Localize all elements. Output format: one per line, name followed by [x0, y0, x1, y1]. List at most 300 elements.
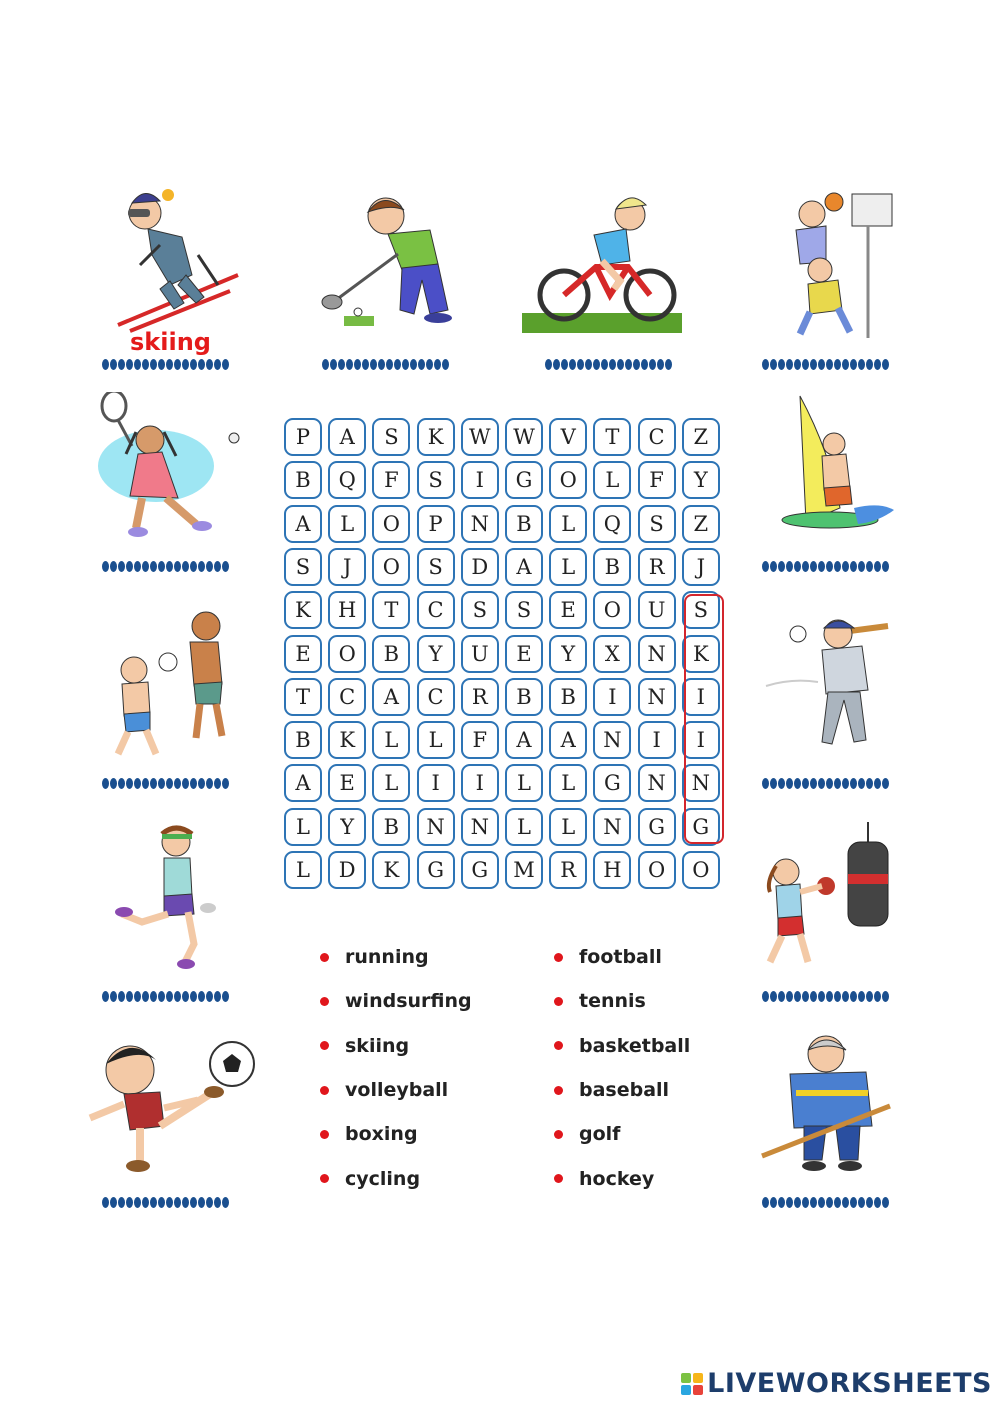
grid-cell[interactable]: F [372, 461, 410, 499]
grid-cell[interactable]: J [682, 548, 720, 586]
grid-cell[interactable]: H [593, 851, 631, 889]
grid-cell[interactable]: L [372, 721, 410, 759]
dot [802, 359, 809, 370]
dot [418, 359, 425, 370]
grid-cell[interactable]: G [593, 764, 631, 802]
grid-cell[interactable]: S [682, 591, 720, 629]
grid-cell[interactable]: D [461, 548, 499, 586]
dot [882, 359, 889, 370]
answer-line-basketball[interactable] [762, 359, 889, 371]
dot [214, 991, 221, 1002]
word-label: running [345, 946, 429, 969]
grid-cell[interactable]: I [593, 678, 631, 716]
dot [118, 1197, 125, 1208]
grid-cell[interactable]: O [682, 851, 720, 889]
dot [206, 991, 213, 1002]
grid-cell[interactable]: N [638, 635, 676, 673]
dot [609, 359, 616, 370]
grid-cell[interactable]: Q [328, 461, 366, 499]
grid-cell[interactable]: L [372, 764, 410, 802]
grid-cell[interactable]: G [505, 461, 543, 499]
grid-cell[interactable]: I [461, 764, 499, 802]
grid-cell[interactable]: L [328, 505, 366, 543]
dot [657, 359, 664, 370]
grid-cell[interactable]: I [682, 678, 720, 716]
grid-cell[interactable]: P [284, 418, 322, 456]
dot [794, 991, 801, 1002]
dot [190, 1197, 197, 1208]
dot [174, 1197, 181, 1208]
basketball-picture [772, 188, 912, 338]
grid-cell[interactable]: C [417, 591, 455, 629]
dot [561, 359, 568, 370]
dot [190, 359, 197, 370]
dot [633, 359, 640, 370]
grid-cell[interactable]: K [328, 721, 366, 759]
word-label: boxing [345, 1123, 418, 1146]
dot [850, 359, 857, 370]
dot [810, 359, 817, 370]
grid-cell[interactable]: B [549, 678, 587, 716]
dot [802, 561, 809, 572]
grid-cell[interactable]: B [284, 461, 322, 499]
dot [182, 991, 189, 1002]
grid-cell[interactable]: J [328, 548, 366, 586]
grid-cell[interactable]: R [461, 678, 499, 716]
answer-line-golf[interactable] [322, 359, 449, 371]
dot [166, 991, 173, 1002]
dot [198, 1197, 205, 1208]
grid-cell[interactable]: W [461, 418, 499, 456]
dot [874, 991, 881, 1002]
grid-cell[interactable]: G [638, 808, 676, 846]
bullet-icon [320, 1174, 329, 1183]
answer-line-running[interactable] [102, 991, 229, 1003]
dot [834, 359, 841, 370]
logo-icon [681, 1373, 703, 1395]
word-label: skiing [345, 1034, 410, 1057]
dot [770, 359, 777, 370]
grid-cell[interactable]: L [505, 764, 543, 802]
dot [338, 359, 345, 370]
dot [134, 778, 141, 789]
word-label: baseball [579, 1079, 670, 1102]
dot [826, 991, 833, 1002]
grid-cell[interactable]: O [638, 851, 676, 889]
grid-cell[interactable]: C [638, 418, 676, 456]
grid-cell[interactable]: L [284, 808, 322, 846]
dot [786, 991, 793, 1002]
dot [794, 778, 801, 789]
grid-cell[interactable]: L [549, 808, 587, 846]
grid-cell[interactable]: N [461, 505, 499, 543]
dot [770, 991, 777, 1002]
grid-cell[interactable]: N [682, 764, 720, 802]
grid-cell[interactable]: B [372, 808, 410, 846]
dot [362, 359, 369, 370]
football-picture [80, 1030, 260, 1180]
dot [810, 778, 817, 789]
grid-cell[interactable]: G [682, 808, 720, 846]
dot [126, 991, 133, 1002]
dot [110, 561, 117, 572]
grid-cell[interactable]: Y [328, 808, 366, 846]
dot [222, 1197, 229, 1208]
dot [134, 359, 141, 370]
dot [126, 359, 133, 370]
bullet-icon [320, 1130, 329, 1139]
dot [818, 1197, 825, 1208]
dot [150, 778, 157, 789]
grid-cell[interactable]: E [284, 635, 322, 673]
dot [826, 778, 833, 789]
dot [577, 359, 584, 370]
dot [118, 561, 125, 572]
dot [569, 359, 576, 370]
answer-line-football[interactable] [102, 1197, 229, 1209]
grid-cell[interactable]: A [549, 721, 587, 759]
dot [330, 359, 337, 370]
dot [142, 561, 149, 572]
dot [222, 991, 229, 1002]
grid-cell[interactable]: S [417, 461, 455, 499]
dot [874, 778, 881, 789]
word-label: windsurfing [345, 990, 472, 1013]
dot [866, 561, 873, 572]
tennis-picture [96, 392, 246, 542]
dot [222, 561, 229, 572]
grid-cell[interactable]: P [417, 505, 455, 543]
grid-cell[interactable]: N [593, 721, 631, 759]
grid-cell[interactable]: G [417, 851, 455, 889]
dot [118, 991, 125, 1002]
word-list-left [320, 935, 472, 1201]
grid-cell[interactable]: N [638, 678, 676, 716]
word-label: hockey [579, 1167, 655, 1190]
dot [190, 778, 197, 789]
grid-cell[interactable]: B [372, 635, 410, 673]
grid-cell[interactable]: W [505, 418, 543, 456]
dot [150, 359, 157, 370]
grid-cell[interactable]: O [372, 505, 410, 543]
dot [222, 359, 229, 370]
boxing-picture [760, 822, 900, 972]
grid-cell[interactable]: V [549, 418, 587, 456]
answer-line-boxing[interactable] [762, 991, 889, 1003]
grid-cell[interactable]: K [284, 591, 322, 629]
answer-line-cycling[interactable] [545, 359, 672, 371]
dot [158, 1197, 165, 1208]
grid-cell[interactable]: N [417, 808, 455, 846]
grid-cell[interactable]: A [505, 721, 543, 759]
grid-cell[interactable]: L [505, 808, 543, 846]
dot [858, 778, 865, 789]
bullet-icon [320, 1041, 329, 1050]
dot [842, 991, 849, 1002]
grid-cell[interactable]: B [505, 678, 543, 716]
word-label: cycling [345, 1167, 421, 1190]
dot [810, 561, 817, 572]
dot [102, 778, 109, 789]
answer-line-volleyball[interactable] [102, 778, 229, 790]
grid-cell[interactable]: A [505, 548, 543, 586]
word-item [554, 935, 690, 979]
grid-cell[interactable]: R [638, 548, 676, 586]
grid-cell[interactable]: I [638, 721, 676, 759]
word-item [554, 1156, 690, 1200]
dot [858, 1197, 865, 1208]
word-item [320, 1112, 472, 1156]
word-label: tennis [579, 990, 646, 1013]
dot [102, 991, 109, 1002]
grid-cell[interactable]: F [461, 721, 499, 759]
dot [882, 1197, 889, 1208]
grid-cell[interactable]: Z [682, 505, 720, 543]
word-item [554, 1068, 690, 1112]
word-item [554, 1024, 690, 1068]
dot [386, 359, 393, 370]
dot [174, 359, 181, 370]
grid-cell[interactable]: I [461, 461, 499, 499]
answer-line-tennis[interactable] [102, 561, 229, 573]
grid-cell[interactable]: E [549, 591, 587, 629]
word-item [554, 1112, 690, 1156]
dot [410, 359, 417, 370]
grid-cell[interactable]: C [328, 678, 366, 716]
grid-cell[interactable]: H [328, 591, 366, 629]
grid-cell[interactable]: D [328, 851, 366, 889]
grid-cell[interactable]: Q [593, 505, 631, 543]
dot [842, 1197, 849, 1208]
dot [882, 561, 889, 572]
grid-cell[interactable]: X [593, 635, 631, 673]
dot [166, 561, 173, 572]
dot [794, 359, 801, 370]
dot [118, 778, 125, 789]
dot [182, 1197, 189, 1208]
dot [198, 991, 205, 1002]
dot [142, 778, 149, 789]
dot [142, 1197, 149, 1208]
grid-cell[interactable]: T [372, 591, 410, 629]
dot [206, 778, 213, 789]
grid-cell[interactable]: G [461, 851, 499, 889]
dot [174, 991, 181, 1002]
grid-cell[interactable]: O [593, 591, 631, 629]
dot [182, 561, 189, 572]
dot [434, 359, 441, 370]
dot [866, 359, 873, 370]
grid-cell[interactable]: U [638, 591, 676, 629]
dot [778, 561, 785, 572]
grid-cell[interactable]: K [372, 851, 410, 889]
dot [762, 561, 769, 572]
dot [762, 359, 769, 370]
grid-cell[interactable]: S [372, 418, 410, 456]
grid-cell[interactable]: S [417, 548, 455, 586]
dot [834, 991, 841, 1002]
bullet-icon [554, 953, 563, 962]
grid-cell[interactable]: T [284, 678, 322, 716]
dot [158, 359, 165, 370]
windsurfing-picture [770, 392, 910, 542]
dot [818, 991, 825, 1002]
grid-cell[interactable]: S [461, 591, 499, 629]
grid-cell[interactable]: A [284, 505, 322, 543]
grid-cell[interactable]: C [417, 678, 455, 716]
dot [110, 359, 117, 370]
dot [874, 1197, 881, 1208]
answer-line-baseball[interactable] [762, 778, 889, 790]
grid-cell[interactable]: O [328, 635, 366, 673]
dot [810, 1197, 817, 1208]
grid-cell[interactable]: L [417, 721, 455, 759]
found-word-highlight [684, 594, 724, 844]
grid-cell[interactable]: F [638, 461, 676, 499]
dot [402, 359, 409, 370]
dot [770, 561, 777, 572]
dot [118, 359, 125, 370]
dot [102, 561, 109, 572]
word-list-right [554, 935, 690, 1201]
grid-cell[interactable]: A [328, 418, 366, 456]
dot [222, 778, 229, 789]
grid-cell[interactable]: O [372, 548, 410, 586]
grid-cell[interactable]: I [682, 721, 720, 759]
grid-cell[interactable]: S [505, 591, 543, 629]
grid-cell[interactable]: Y [682, 461, 720, 499]
dot [545, 359, 552, 370]
dot [190, 561, 197, 572]
grid-cell[interactable]: B [505, 505, 543, 543]
dot [150, 561, 157, 572]
dot [110, 1197, 117, 1208]
grid-cell[interactable]: L [284, 851, 322, 889]
dot [850, 561, 857, 572]
grid-cell[interactable]: E [505, 635, 543, 673]
dot [166, 778, 173, 789]
dot [174, 561, 181, 572]
bullet-icon [554, 1041, 563, 1050]
dot [126, 1197, 133, 1208]
dot [322, 359, 329, 370]
grid-cell[interactable]: A [372, 678, 410, 716]
grid-cell[interactable]: M [505, 851, 543, 889]
answer-line-skiing[interactable] [102, 359, 229, 371]
dot [834, 561, 841, 572]
word-item [320, 1068, 472, 1112]
grid-cell[interactable]: R [549, 851, 587, 889]
dot [762, 778, 769, 789]
dot [802, 1197, 809, 1208]
hockey-picture [760, 1030, 900, 1180]
grid-cell[interactable]: S [638, 505, 676, 543]
word-label: football [579, 946, 662, 969]
grid-cell[interactable]: B [284, 721, 322, 759]
dot [214, 1197, 221, 1208]
dot [354, 359, 361, 370]
dot [158, 778, 165, 789]
dot [166, 1197, 173, 1208]
volleyball-picture [100, 608, 240, 758]
dot [762, 1197, 769, 1208]
word-item [554, 979, 690, 1023]
dot [593, 359, 600, 370]
bullet-icon [554, 997, 563, 1006]
grid-cell[interactable]: N [638, 764, 676, 802]
dot [778, 1197, 785, 1208]
grid-cell[interactable]: B [593, 548, 631, 586]
grid-cell[interactable]: A [284, 764, 322, 802]
dot [617, 359, 624, 370]
word-item [320, 935, 472, 979]
dot [850, 1197, 857, 1208]
dot [641, 359, 648, 370]
grid-cell[interactable]: L [593, 461, 631, 499]
dot [866, 778, 873, 789]
grid-cell[interactable]: O [549, 461, 587, 499]
word-item [320, 1156, 472, 1200]
dot [214, 561, 221, 572]
grid-cell[interactable]: L [549, 548, 587, 586]
answer-line-hockey[interactable] [762, 1197, 889, 1209]
word-label: volleyball [345, 1079, 449, 1102]
grid-cell[interactable]: Y [549, 635, 587, 673]
grid-cell[interactable]: N [593, 808, 631, 846]
dot [770, 1197, 777, 1208]
grid-cell[interactable]: U [461, 635, 499, 673]
dot [778, 359, 785, 370]
dot [874, 359, 881, 370]
grid-cell[interactable]: E [328, 764, 366, 802]
dot [786, 778, 793, 789]
dot [190, 991, 197, 1002]
answer-line-windsurfing[interactable] [762, 561, 889, 573]
dot [166, 359, 173, 370]
dot [198, 359, 205, 370]
baseball-picture [762, 612, 902, 762]
dot [198, 778, 205, 789]
grid-cell[interactable]: T [593, 418, 631, 456]
grid-cell[interactable]: L [549, 505, 587, 543]
dot [182, 359, 189, 370]
grid-cell[interactable]: L [549, 764, 587, 802]
grid-cell[interactable]: N [461, 808, 499, 846]
dot [206, 359, 213, 370]
dot [206, 1197, 213, 1208]
bullet-icon [320, 997, 329, 1006]
dot [174, 778, 181, 789]
example-answer: skiing [130, 328, 211, 356]
dot [778, 778, 785, 789]
dot [442, 359, 449, 370]
dot [214, 359, 221, 370]
grid-cell[interactable]: K [682, 635, 720, 673]
bullet-icon [554, 1086, 563, 1095]
dot [134, 1197, 141, 1208]
running-picture [112, 822, 252, 972]
grid-cell[interactable]: K [417, 418, 455, 456]
dot [866, 1197, 873, 1208]
grid-cell[interactable]: Z [682, 418, 720, 456]
grid-cell[interactable]: I [417, 764, 455, 802]
dot [778, 991, 785, 1002]
dot [882, 991, 889, 1002]
dot [378, 359, 385, 370]
grid-cell[interactable]: S [284, 548, 322, 586]
golf-picture [318, 190, 458, 340]
grid-cell[interactable]: Y [417, 635, 455, 673]
